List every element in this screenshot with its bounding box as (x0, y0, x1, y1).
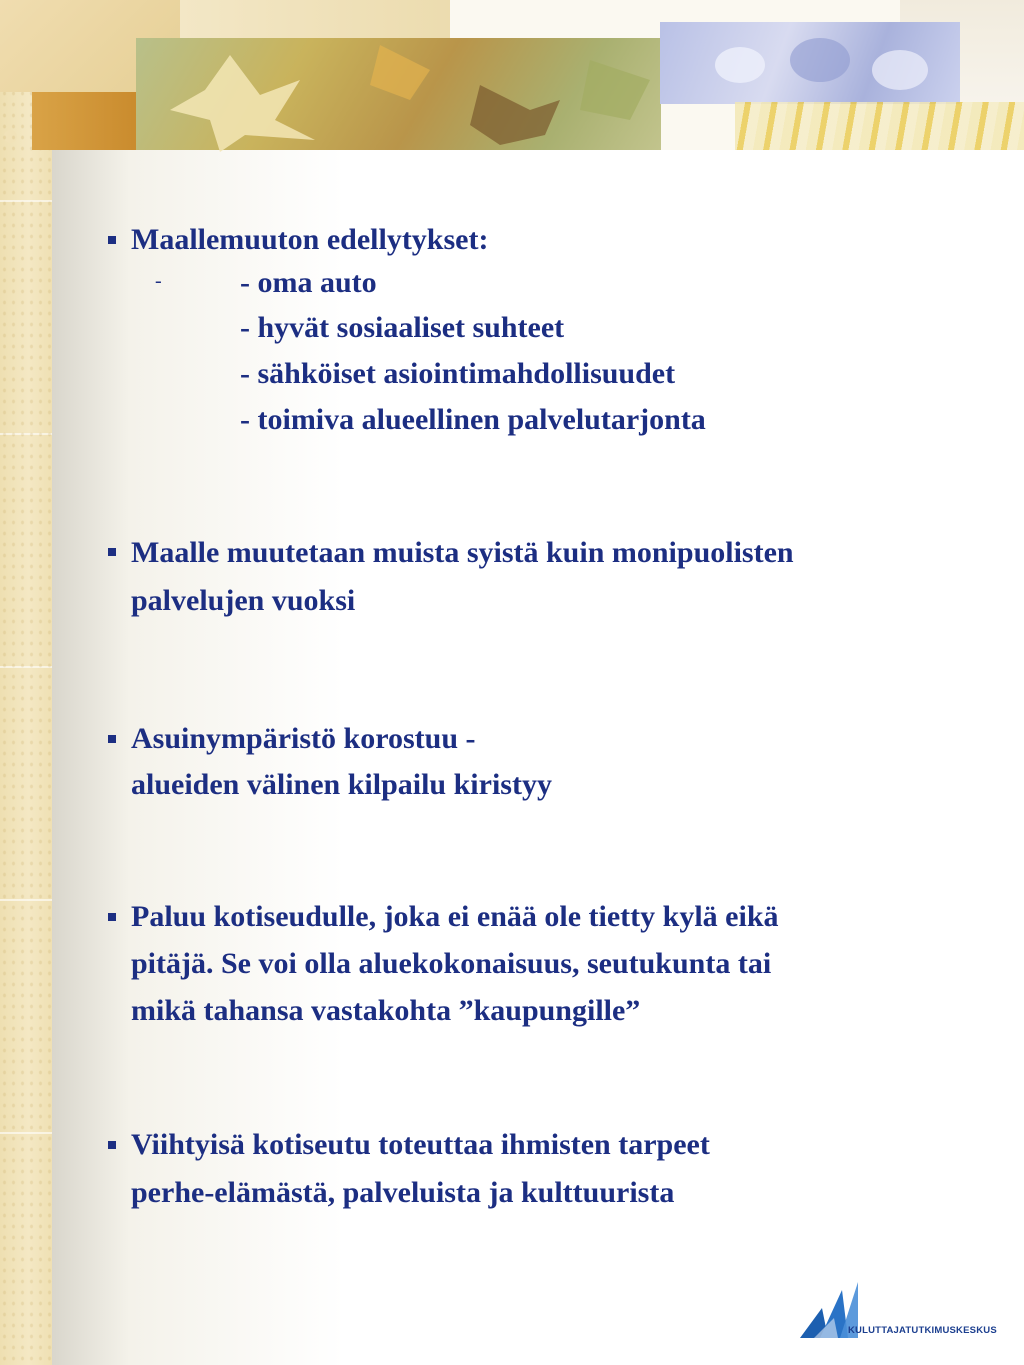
bullet-marker (108, 548, 116, 556)
bullet-heading: Maallemuuton edellytykset: (131, 223, 489, 256)
organization-logo (798, 1278, 1018, 1342)
bullet-text: mikä tahansa vastakohta ”kaupungille” (131, 994, 641, 1027)
bullet-text: Maalle muutetaan muista syistä kuin monipuolisten (131, 536, 794, 569)
bullet-marker (108, 735, 116, 743)
bullet-marker (108, 913, 116, 921)
sub-item: - sähköiset asiointimahdollisuudet (240, 357, 676, 390)
bullet-text: palvelujen vuoksi (131, 584, 356, 617)
bullet-marker (108, 1141, 116, 1149)
sub-item: - oma auto (240, 266, 377, 299)
bullet-text: Asuinympäristö korostuu - (131, 722, 476, 755)
sub-bullet-marker: - (155, 270, 162, 292)
bullet-text: pitäjä. Se voi olla aluekokonaisuus, seutukunta tai (131, 947, 772, 980)
logo-text: KULUTTAJATUTKIMUSKESKUS (848, 1325, 997, 1336)
bullet-text: Paluu kotiseudulle, joka ei enää ole tietty kylä eikä (131, 900, 779, 933)
bullet-text: alueiden välinen kilpailu kiristyy (131, 768, 552, 801)
bullet-text: Viihtyisä kotiseutu toteuttaa ihmisten tarpeet (131, 1128, 710, 1161)
sub-item: - toimiva alueellinen palvelutarjonta (240, 403, 706, 436)
bullet-text: perhe-elämästä, palveluista ja kulttuurista (131, 1176, 675, 1209)
sub-item: - hyvät sosiaaliset suhteet (240, 311, 565, 344)
bullet-marker (108, 236, 116, 244)
